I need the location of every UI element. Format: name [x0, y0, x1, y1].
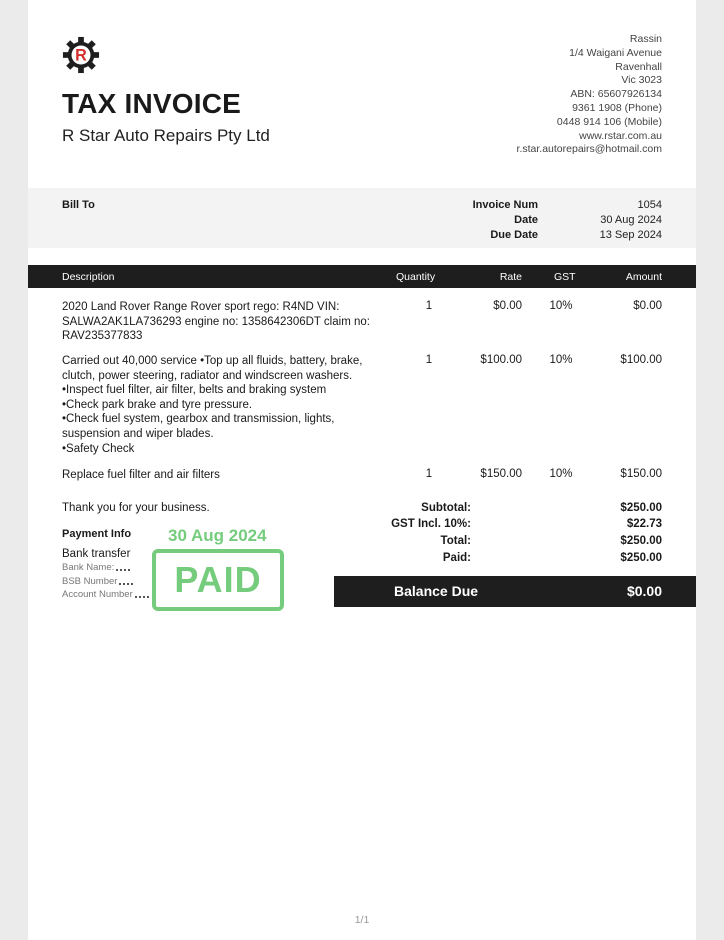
row-rate: $100.00: [480, 354, 522, 366]
row-quantity: 1: [425, 468, 433, 480]
row-amount: $150.00: [620, 468, 662, 480]
balance-due-label: Balance Due: [394, 583, 479, 599]
account-label: Account Number: [62, 589, 133, 600]
row-amount: $100.00: [620, 354, 662, 366]
address-line: Vic 3023: [621, 74, 662, 87]
total-value: $250.00: [620, 535, 662, 547]
thank-you-note: Thank you for your business.: [62, 502, 210, 514]
row-description: 2020 Land Rover Range Rover sport rego: R4ND VIN: SALWA2AK1LA736293 engine no: 1358642306DT claim no: RAV235377833: [62, 301, 370, 343]
subtotal-value: $250.00: [620, 502, 662, 514]
col-description: Description: [62, 271, 115, 283]
mobile-line: 0448 914 106 (Mobile): [556, 115, 662, 128]
row-quantity: 1: [425, 354, 433, 366]
paid-stamp-text: PAID: [174, 559, 262, 600]
company-address: [517, 33, 662, 157]
invoice-title: TAX INVOICE: [62, 88, 242, 119]
date-label: Date: [514, 214, 538, 226]
account-row: [62, 588, 149, 602]
row-gst: 10%: [549, 300, 573, 312]
bsb-row: [62, 575, 149, 589]
paid-stamp-date: 30 Aug 2024: [168, 526, 267, 545]
due-date-label: Due Date: [490, 229, 538, 241]
col-quantity: Quantity: [396, 271, 436, 283]
table-header: [28, 265, 696, 288]
email-line: r.star.autorepairs@hotmail.com: [516, 143, 662, 156]
col-amount: Amount: [625, 271, 662, 283]
col-gst: GST: [554, 271, 576, 283]
redacted-mark: [135, 590, 149, 598]
row-gst: 10%: [549, 354, 573, 366]
invoice-page: [28, 0, 696, 940]
invoice-num-value: 1054: [637, 199, 662, 211]
total-label: Total:: [440, 535, 471, 547]
company-name: R Star Auto Repairs Pty Ltd: [62, 126, 270, 145]
bill-to-section: [28, 188, 696, 248]
row-rate: $150.00: [480, 468, 522, 480]
row-gst: 10%: [549, 468, 573, 480]
row-amount: $0.00: [633, 300, 662, 312]
gst-label: GST Incl. 10%:: [391, 518, 471, 530]
address-line: Rassin: [629, 33, 662, 45]
due-date-value: 13 Sep 2024: [599, 229, 662, 241]
invoice-num-label: Invoice Num: [472, 199, 538, 211]
gear-r-logo-icon: [62, 36, 100, 74]
svg-text:R: R: [75, 46, 87, 65]
payment-method: Bank transfer: [62, 548, 131, 560]
redacted-mark: [119, 577, 133, 585]
page-number: 1/1: [354, 914, 370, 926]
bill-to-label: Bill To: [62, 199, 95, 211]
invoice-meta-values: [600, 198, 662, 243]
address-line: 1/4 Waigani Avenue: [569, 46, 662, 59]
balance-due-value: $0.00: [626, 583, 662, 599]
col-rate: Rate: [499, 271, 522, 283]
bank-name-row: [62, 561, 149, 575]
date-value: 30 Aug 2024: [600, 214, 662, 226]
website-line: www.rstar.com.au: [579, 129, 662, 142]
row-rate: $0.00: [493, 300, 522, 312]
paid-label: Paid:: [442, 552, 471, 564]
bank-name-label: Bank Name:: [62, 562, 115, 573]
redacted-mark: [116, 563, 130, 571]
payment-info-label: Payment Info: [62, 528, 132, 540]
row-description: Carried out 40,000 service •Top up all fluids, battery, brake, clutch, power steering, radiator and windscreen washers. •Inspect fuel filter, air filter, belts and braking system •Check park brake and tyre pressure. •Check fuel system, gearbox and transmission, lights, suspension and wiper blades. •Safety Check: [62, 355, 363, 455]
gst-value: $22.73: [626, 518, 662, 530]
subtotal-label: Subtotal:: [421, 502, 471, 514]
bsb-label: BSB Number: [62, 575, 118, 587]
balance-due-bar: [334, 576, 696, 607]
row-description: Replace fuel filter and air filters: [62, 469, 220, 481]
abn-line: ABN: 65607926134: [570, 88, 662, 101]
phone-line: 9361 1908 (Phone): [572, 101, 662, 114]
row-quantity: 1: [425, 300, 433, 312]
bank-details: [62, 561, 149, 602]
invoice-meta-labels: [473, 198, 538, 243]
paid-stamp: [152, 549, 284, 611]
paid-value: $250.00: [620, 552, 662, 564]
address-line: Ravenhall: [615, 60, 662, 73]
